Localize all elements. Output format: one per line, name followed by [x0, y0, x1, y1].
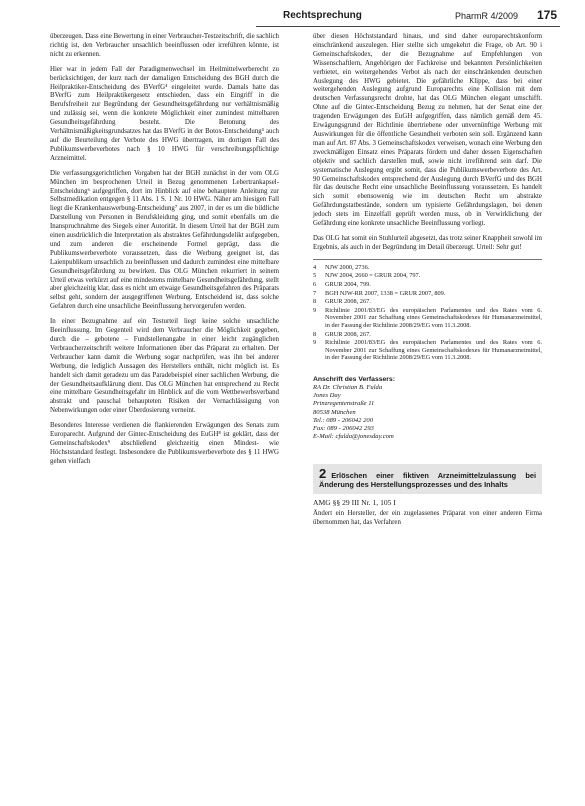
paragraph: überzeugen. Dass eine Bewertung in einer Verbraucher-Testzeitschrift, die sachlich richtig ist, den Verbraucher unsachlich beeinflussen oder irreführen könnte, ist nicht zu erkennen. [50, 33, 279, 58]
author-street: Prinzregentenstraße 11 [313, 400, 375, 408]
paragraph: Das OLG hat somit ein Stuhlurteil abgesetzt, das trotz seiner Knappheit sowohl im Ergebnis, als auch in der Begründung im Detail überzeugt. Urteil: Sehr gut! [313, 234, 542, 251]
footnote-text: Richtlinie 2001/83/EG des europäischen Parlamentes und des Rates vom 6. November 2001 zur Schaffung eines Gemeinschaftskodexes für Humanarzneimittel, in der Fassung der Richtlinie 2008/29/EG vom 11.3.2008. [325, 339, 542, 362]
author-fax: Fax: 089 - 206042 293 [313, 425, 374, 433]
footnote-text: NJW 2000, 2736. [325, 263, 370, 271]
footnote-number: 4 [313, 263, 317, 271]
right-column [313, 33, 542, 534]
author-address [313, 376, 542, 442]
footnote-text: NJW 2004, 2660 = GRUR 2004, 797. [325, 272, 421, 280]
footnote [313, 264, 542, 272]
author-email: E-Mail: cfulda@jonesday.com [313, 433, 394, 441]
footnote-text: BGH NJW-RR 2007, 1338 = GRUR 2007, 809. [325, 289, 446, 297]
footnote-number: 9 [313, 306, 317, 314]
footnote [313, 298, 542, 306]
paragraph: über diesen Höchststandard hinaus, und sind daher europarechtskonform einschränkend auszulegen. Hier stellte sich umgekehrt die Frage, ob Art. 90 i Gemeinschaftskodex, der die Bezugnahme auf Empfehlungen von Wissenschaftlern, Angehörigen der Fachkreise und bekannten Persönlichkeiten verbietet, ein weitergehendes Verbot als nach der einschränkenden deutschen Auslegung des HWG gebietet. Die gefährliche Klippe, dass bei einer weitergehenden Auslegung aufgrund Europarechts eine Kollision mit dem deutschen Verfassungsrecht drohte, hat das OLG München elegant umschifft. Ohne auf die Gintec-Entscheidung Bezug zu nehmen, hat der Senat eine der tragenden Erwägungen des EuGH aufgegriffen, dass nämlich gemäß dem 45. Erwägungsgrund der Richtlinie übertriebene oder unvernünftige Werbung mit Auswirkungen für die öffentliche Gesundheit verboten sein soll. Ergänzend kann man auf Art. 87 Abs. 3 Gemeinschaftskodex verweisen, wonach eine Werbung den zweckmäßigen Einsatz eines Präparats fördern und daher dessen Eigenschaften objektiv und sachlich darstellen muß, sowie nicht irreführend sein darf. Die systematische Auslegung ergibt somit, dass die Publikumswerbeverbote des Art. 90 Gemeinschaftskodex entsprechend der Auslegung durch BVerfG und des BGH für das deutsche Recht eine unsachliche Beeinflussung voraussetzen. Es handelt sich somit ebensowenig wie im deutschen Recht um abstrakte Gefährdungstatbestände, sondern um typisierte Gefährdungslagen, bei denen jedoch stets im Einzelfall geprüft werden muss, ob in Verwirklichung der Gefährdung eine konkrete unsachliche Beeinflussung vorliegt. [313, 33, 542, 228]
author-name: RA Dr. Christian B. Fulda [313, 384, 383, 392]
paragraph: Hier war in jedem Fall der Paradigmenwechsel im Heilmittelwerberecht zu berücksichtigen, der kurz nach der damaligen Entscheidung des BGH durch die Heilpraktiker-Entscheidung des BVerfG⁴ eingeleitet wurde. Damals hatte das BVerfG zum Heilpraktikergesetz entschieden, dass ein Eingriff in die Berufsfreiheit zur Begründung der Gesundheitsgefährdung nur verhältnismäßig und zulässig sei, wenn die konkrete Möglichkeit einer zumindest mittelbaren Gesundheitsgefährdung besteht. Die Betonung des Verhältnismäßigkeitsgrundsatzes hat das BVerfG in der Botox-Entscheidung⁵ auch auf die Beurteilung der Verbote des HWG übertragen, im dortigen Fall des Publikumswerbeverbotes nach § 10 HWG für verschreibungspflichtige Arzneimittel. [50, 65, 279, 162]
footnotes [313, 259, 542, 362]
footnote-number: 5 [313, 272, 317, 280]
case-number: 2 [319, 465, 327, 481]
header-rule [256, 26, 560, 27]
left-column [50, 33, 279, 473]
footnote [313, 331, 542, 339]
law-reference: AMG §§ 29 III Nr. 1, 105 I [313, 497, 396, 507]
footnote [313, 290, 542, 298]
footnote-number: 8 [313, 298, 317, 306]
paragraph: In einer Bezugnahme auf ein Testurteil liegt keine solche unsachliche Beeinflussung. Im Gegenteil wird dem Verbraucher die Möglichkeit gegeben, durch die – gebotene – Fundstellenangabe in einer leicht zugänglichen Verbraucherzeitschrift weitere Informationen über das Präparat zu erhalten. Der Verbraucher kann damit die Werbung sogar nachprüfen, was ihn bei anderer Werbung, die lediglich Aussagen des Herstellers enthält, nicht möglich ist. Es handelt sich damit geradezu um das Paradebeispiel einer sachlichen Werbung, die der Gesundheitsaufklärung dient. Das OLG München hat entsprechend zu Recht eine mittelbare Gesundheitsgefahr im Hinblick auf die vom Wettbewerbsverband abstrakt und pauschal behaupteten Risiken der Vernachlässigung von Nebenwirkungen oder einer Überdosierung verneint. [50, 318, 279, 415]
paragraph: Ändert ein Hersteller, der ein zugelassenes Präparat von einer anderen Firma übernommen hat, das Verfahren [313, 510, 542, 527]
footnote-text: GRUR 2008, 267. [325, 298, 371, 306]
footnote-number: 8 [313, 330, 317, 338]
paragraph: Die verfassungsgerichtlichen Vorgaben hat der BGH zunächst in der vom OLG München im besprochenen Urteil in Bezug genommenen Lebertrankapsel-Entscheidung⁶ aufgegriffen, dort im Hinblick auf eine behauptete Anleitung zur Selbstmedikation entgegen § 11 Abs. 1 S. 1 Nr. 10 HWG. Näher am hiesigen Fall liegt die Krankenhauswerbung-Entscheidung⁷ aus 2007, in der es um die bildliche Darstellung von Personen in Berufskleidung ging, und somit ebenfalls um die Inanspruchnahme des Siegels einer Autorität. In diesem Urteil hat der BGH zum einen ausdrücklich die Interpretation als abstraktes Gefährdungsdelikt aufgegeben, und zum anderen die erscheinende Formel geprägt, dass die Publikumswerbeverbote voraussetzen, dass die Werbung geeignet ist, das Laienpublikum unsachlich zu beeinflussen und dadurch zumindest eine mittelbare Gesundheitsgefährdung zu bewirken. Das OLG München rekurriert in seinem Urteil etwas verkürzt auf eine mindestens mittelbare Gesundheitsgefährdung, stellt aber gleichzeitig klar, dass es nicht um etwaige Gesundheitsgefahren des Präparats selbst geht, sondern der ausgegriffenen Werbung. Entscheidend ist, dass solche Gefahren durch eine unsachliche Beeinflussung hervorgerufen werden. [50, 169, 279, 311]
footnote [313, 339, 542, 362]
page-number: 175 [537, 8, 558, 22]
author-city: 80538 München [313, 408, 356, 416]
section-label: Rechtsprechung [283, 10, 362, 21]
footnote-text: GRUR 2008, 267. [325, 330, 371, 338]
author-firm: Jones Day [313, 392, 341, 400]
footnote-text: Richtlinie 2001/83/EG des europäischen Parlamentes und des Rates vom 6. November 2001 zur Schaffung eines Gemeinschaftskodexes für Humanarzneimittel, in der Fassung der Richtlinie 2008/29/EG vom 11.3.2008. [325, 306, 542, 329]
author-phone: Tel.: 089 - 206042 200 [313, 416, 374, 424]
case-heading-box [313, 464, 542, 494]
footnote [313, 281, 542, 289]
footnote-text: GRUR 2004, 799. [325, 280, 371, 288]
footnote-number: 9 [313, 339, 317, 347]
author-address-heading: Anschrift des Verfassers: [313, 375, 395, 383]
footnote-number: 6 [313, 280, 317, 288]
footnote [313, 272, 542, 280]
case-title: Erlöschen einer fiktiven Arzneimittelzulassung bei Änderung des Herstellungsprozesses und des Inhalts [319, 470, 536, 489]
paragraph: Besonderes Interesse verdienen die flankierenden Erwägungen des Senats zum Europarecht. Aufgrund der Gintec-Entscheidung des EuGH⁸ ist geklärt, dass der Gemeinschaftskodex⁹ abschließend gleichzeitig einen Mindest- wie Höchststandard festlegt. Insbesondere die Publikumswerbeverbote des § 11 HWG gehen vielfach [50, 422, 279, 465]
journal-reference: PharmR 4/2009 [455, 11, 519, 21]
footnote-number: 7 [313, 289, 317, 297]
footnote [313, 307, 542, 330]
